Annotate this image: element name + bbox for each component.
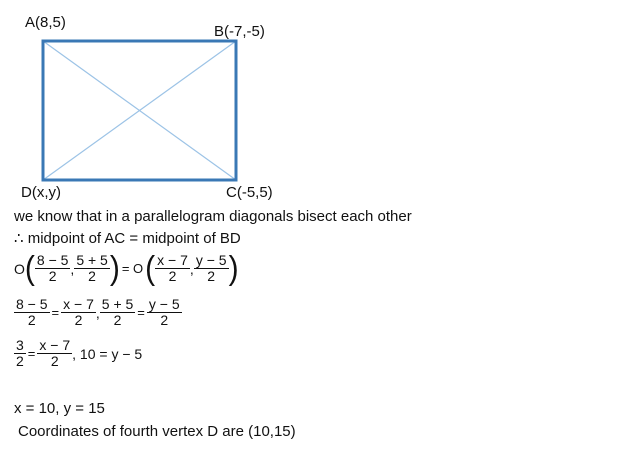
vertex-label-d: D(x,y) xyxy=(21,184,61,201)
eq1-equals-o: = O xyxy=(121,261,144,276)
eq1-frac-4: $\frac{y - 5}{2}$ xyxy=(195,252,227,284)
equation-components xyxy=(14,297,182,328)
eq3-equals: = xyxy=(27,346,36,361)
eq1-paren-open-1: ( xyxy=(24,249,35,287)
solution-conclusion: Coordinates of fourth vertex D are (10,15) xyxy=(18,423,296,440)
eq2-comma: , xyxy=(95,304,100,321)
eq1-frac-3: $\frac{x - 7}{2}$ xyxy=(157,252,188,284)
eq1-comma-1: , xyxy=(70,260,75,277)
eq1-paren-open-2: ( xyxy=(145,249,156,287)
vertex-label-a: A(8,5) xyxy=(25,14,66,31)
solution-result: x = 10, y = 15 xyxy=(14,400,105,417)
vertex-label-b: B(-7,-5) xyxy=(214,23,265,40)
equation-midpoints xyxy=(14,249,239,287)
eq1-o-left: O xyxy=(14,260,25,277)
eq1-comma-2: , xyxy=(189,260,194,277)
eq1-frac-1: $\frac{8 - 5}{2}$ xyxy=(36,252,69,284)
eq1-frac-2: $\frac{5 + 5}{2}$ xyxy=(76,252,108,284)
eq3-frac-2: $\frac{x - 7}{2}$ xyxy=(39,337,71,369)
eq2-equals-1: = xyxy=(51,305,60,320)
eq1-paren-close-2: ) xyxy=(228,249,239,287)
equation-simplified xyxy=(14,338,142,369)
eq2-frac-3: $\frac{5 + 5}{2}$ xyxy=(101,296,134,328)
solution-line-1: we know that in a parallelogram diagonals bisect each other xyxy=(14,208,412,225)
eq2-frac-1: $\frac{8 - 5}{2}$ xyxy=(16,296,48,328)
eq2-equals-2: = xyxy=(137,305,145,320)
vertex-label-c: C(-5,5) xyxy=(226,184,273,201)
eq2-frac-4: $\frac{y - 5}{2}$ xyxy=(148,296,180,328)
solution-line-2: ∴ midpoint of AC = midpoint of BD xyxy=(14,230,241,247)
eq1-paren-close-1: ) xyxy=(109,249,120,287)
eq3-rest: , 10 = y − 5 xyxy=(72,345,143,362)
eq2-frac-2: $\frac{x - 7}{2}$ xyxy=(63,296,94,328)
eq3-frac-1: $\frac{3}{2}$ xyxy=(16,337,24,369)
